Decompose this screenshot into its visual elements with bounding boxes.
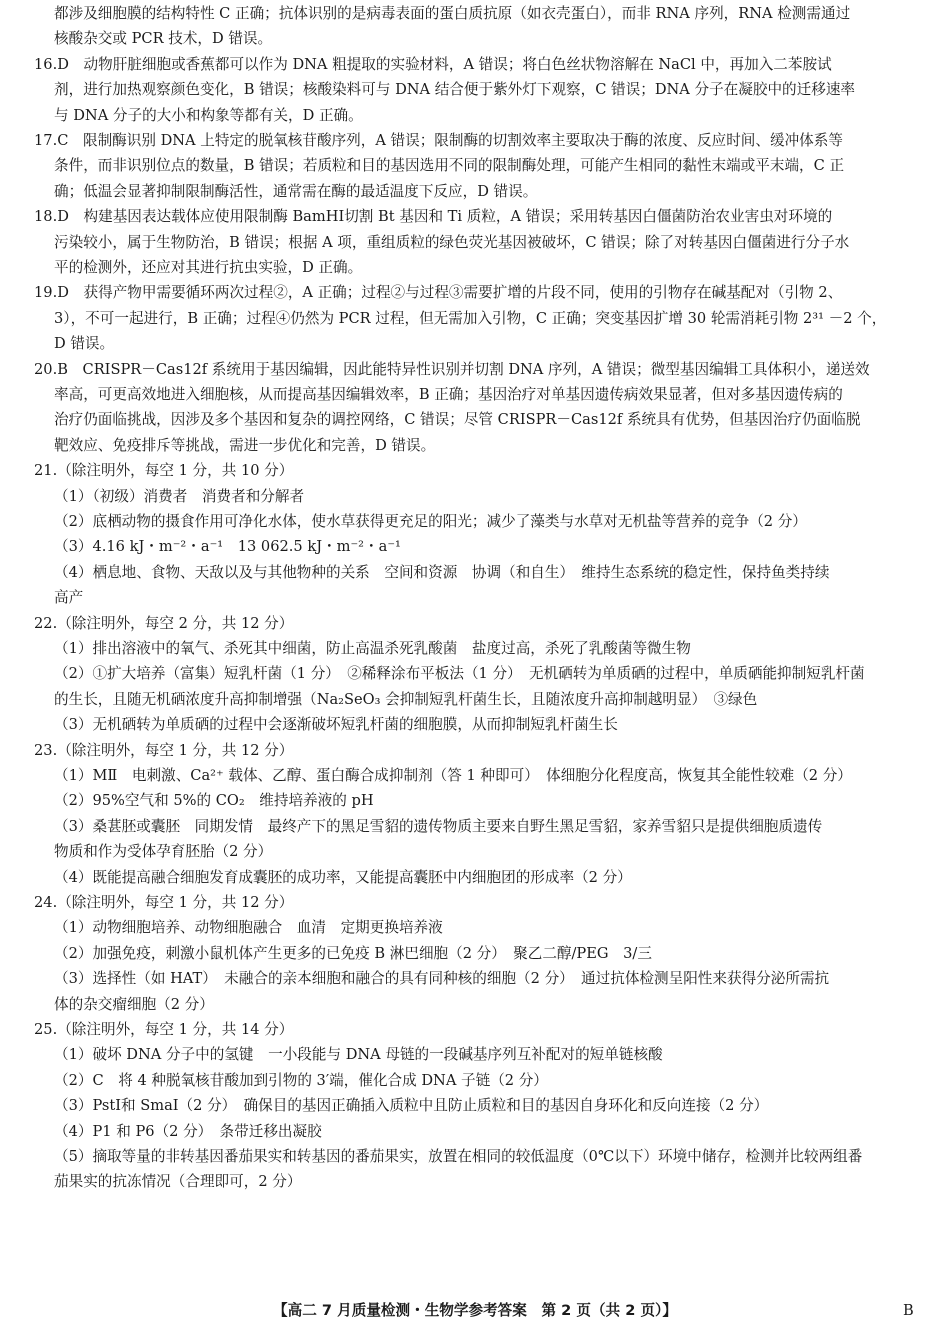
text-line: （3）无机硒转为单质硒的过程中会逐渐破坏短乳杆菌的细胞膜，从而抑制短乳杆菌生长 xyxy=(54,716,618,734)
text-line: （3）桑葚胚或囊胚 同期发情 最终产下的黑足雪貂的遗传物质主要来自野生黑足雪貂，家养雪貂只是提供细胞质遗传 xyxy=(54,817,823,835)
item-heading-line: 19.D 获得产物甲需要循环两次过程②，A 正确；过程②与过程③需要扩增的片段不同，使用的引物存在碱基配对（引物 2、 xyxy=(34,284,843,302)
text-line: 都涉及细胞膜的结构特性 C 正确；抗体识别的是病毒表面的蛋白质抗原（如衣壳蛋白），而非 RNA 序列，RNA 检测需通过 xyxy=(54,5,851,22)
text-line: 剂，进行加热观察颜色变化，B 错误；核酸染料可与 DNA 结合便于紫外灯下观察，C 错误；DNA 分子在凝胶中的迁移速率 xyxy=(54,81,856,99)
footer-title: 【高二 7 月质量检测・生物学参考答案 第 2 页（共 2 页）】 xyxy=(273,1302,677,1319)
text-line: 高产 xyxy=(54,589,84,607)
text-line: （4）P1 和 P6（2 分） 条带迁移出凝胶 xyxy=(54,1122,322,1140)
text-line: 靶效应、免疫排斥等挑战，需进一步优化和完善，D 错误。 xyxy=(54,436,436,454)
text-line: （1）MⅡ 电刺激、Ca²⁺ 载体、乙醇、蛋白酶合成抑制剂（答 1 种即可） 体细胞分化程度高，恢复其全能性较难（2 分） xyxy=(54,767,852,784)
item-heading-line: 23.（除注明外，每空 1 分，共 12 分） xyxy=(34,741,294,759)
text-line: （5）摘取等量的非转基因番茄果实和转基因的番茄果实，放置在相同的较低温度（0℃以下）环境中储存，检测并比较两组番 xyxy=(54,1148,863,1165)
item-heading-line: 22.（除注明外，每空 2 分，共 12 分） xyxy=(34,614,294,632)
text-line: 核酸杂交或 PCR 技术，D 错误。 xyxy=(54,30,273,48)
text-line: （1）（初级）消费者 消费者和分解者 xyxy=(54,487,305,505)
text-line: （2）C 将 4 种脱氧核苷酸加到引物的 3′端，催化合成 DNA 子链（2 分） xyxy=(54,1071,548,1089)
text-line: （1）破坏 DNA 分子中的氢键 一小段能与 DNA 母链的一段碱基序列互补配对的短单链核酸 xyxy=(54,1046,663,1064)
item-heading-line: 17.C 限制酶识别 DNA 上特定的脱氧核苷酸序列，A 错误；限制酶的切割效率主要取决于酶的浓度、反应时间、缓冲体系等 xyxy=(34,132,843,149)
text-line: （2）底栖动物的摄食作用可净化水体，使水草获得更充足的阳光；减少了藻类与水草对无机盐等营养的竞争（2 分） xyxy=(54,513,807,530)
text-line: （2）95%空气和 5%的 CO₂ 维持培养液的 pH xyxy=(54,792,374,810)
text-line: 3），不可一起进行，B 正确；过程④仍然为 PCR 过程，但无需加入引物，C 正确；突变基因扩增 30 轮需消耗引物 2³¹ －2 个， xyxy=(54,309,887,327)
text-line: 物质和作为受体孕育胚胎（2 分） xyxy=(54,843,273,861)
text-line: 的生长，且随无机硒浓度升高抑制增强（Na₂SeO₃ 会抑制短乳杆菌生长，且随浓度升高抑制越明显） ③绿色 xyxy=(54,690,758,708)
item-heading-line: 16.D 动物肝脏细胞或香蕉都可以作为 DNA 粗提取的实验材料，A 错误；将白色丝状物溶解在 NaCl 中，再加入二苯胺试 xyxy=(34,55,832,73)
text-line: 确；低温会显著抑制限制酶活性，通常需在酶的最适温度下反应，D 错误。 xyxy=(54,182,538,200)
text-line: 体的杂交瘤细胞（2 分） xyxy=(54,995,214,1013)
text-line: （3）4.16 kJ・m⁻²・a⁻¹ 13 062.5 kJ・m⁻²・a⁻¹ xyxy=(54,538,401,556)
text-line: 率高，可更高效地进入细胞核，从而提高基因编辑效率，B 正确；基因治疗对单基因遗传病效果显著，但对多基因遗传病的 xyxy=(54,386,843,403)
item-heading-line: 25.（除注明外，每空 1 分，共 14 分） xyxy=(34,1021,294,1038)
text-line: （4）栖息地、食物、天敌以及与其他物种的关系 空间和资源 协调（和自生） 维持生态系统的稳定性，保持鱼类持续 xyxy=(54,563,830,581)
text-line: （4）既能提高融合细胞发育成囊胚的成功率，又能提高囊胚中内细胞团的形成率（2 分） xyxy=(54,868,632,886)
text-line: （2）①扩大培养（富集）短乳杆菌（1 分） ②稀释涂布平板法（1 分） 无机硒转为单质硒的过程中，单质硒能抑制短乳杆菌 xyxy=(54,665,865,683)
footer-version-mark: B xyxy=(903,1302,914,1319)
item-heading-line: 20.B CRISPR－Cas12f 系统用于基因编辑，因此能特异性识别并切割 DNA 序列，A 错误；微型基因编辑工具体积小，递送效 xyxy=(34,360,870,378)
text-line: 茄果实的抗冻情况（合理即可，2 分） xyxy=(54,1173,302,1191)
text-line: （2）加强免疫，刺激小鼠机体产生更多的已免疫 B 淋巴细胞（2 分） 聚乙二醇/PEG 3/三 xyxy=(54,944,652,962)
text-line: （1）排出溶液中的氧气、杀死其中细菌，防止高温杀死乳酸菌 盐度过高，杀死了乳酸菌等微生物 xyxy=(54,640,691,657)
item-heading-line: 21.（除注明外，每空 1 分，共 10 分） xyxy=(34,462,294,480)
text-line: （3）PstⅠ和 SmaⅠ（2 分） 确保目的基因正确插入质粒中且防止质粒和目的基因自身环化和反向连接（2 分） xyxy=(54,1097,769,1115)
text-line: D 错误。 xyxy=(54,335,115,353)
text-line: 条件，而非识别位点的数量，B 错误；若质粒和目的基因选用不同的限制酶处理，可能产生相同的黏性末端或平末端，C 正 xyxy=(54,157,845,175)
item-heading-line: 24.（除注明外，每空 1 分，共 12 分） xyxy=(34,894,294,911)
item-heading-line: 18.D 构建基因表达载体应使用限制酶 BamHⅠ切割 Bt 基因和 Ti 质粒，A 错误；采用转基因白僵菌防治农业害虫对环境的 xyxy=(34,208,833,226)
text-line: （3）选择性（如 HAT） 未融合的亲本细胞和融合的具有同种核的细胞（2 分） 通过抗体检测呈阳性来获得分泌所需抗 xyxy=(54,970,830,988)
text-line: 治疗仍面临挑战，因涉及多个基因和复杂的调控网络，C 错误；尽管 CRISPR－Cas12f 系统具有优势，但基因治疗仍面临脱 xyxy=(54,411,861,429)
text-line: （1）动物细胞培养、动物细胞融合 血清 定期更换培养液 xyxy=(54,919,443,937)
text-line: 平的检测外，还应对其进行抗虫实验，D 正确。 xyxy=(54,259,363,276)
text-line: 污染较小，属于生物防治，B 错误；根据 A 项，重组质粒的绿色荧光基因被破坏，C 错误；除了对转基因白僵菌进行分子水 xyxy=(54,233,850,251)
text-line: 与 DNA 分子的大小和构象等都有关，D 正确。 xyxy=(54,106,363,124)
